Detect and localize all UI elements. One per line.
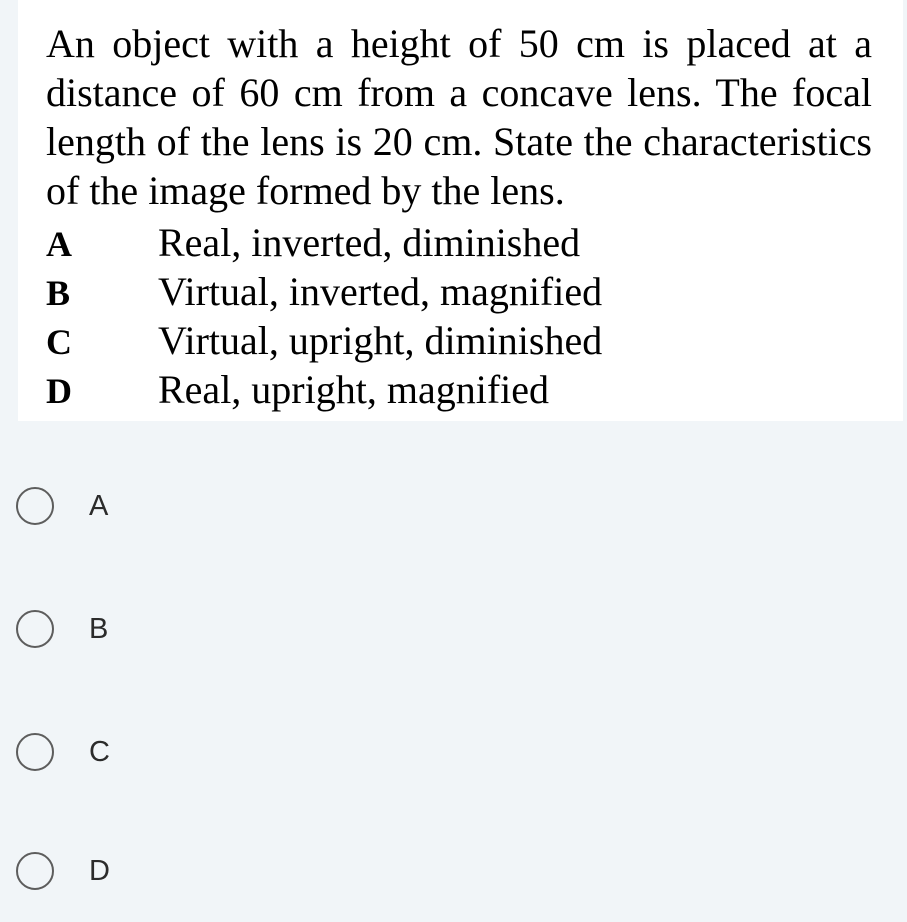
- question-option-a: [46, 218, 602, 267]
- question-text: An object with a height of 50 cm is placed at a distance of 60 cm from a concave lens. The focal length of the lens is 20 cm. State the characteristics of the image formed by the lens.: [46, 21, 872, 213]
- option-letter: B: [46, 273, 71, 313]
- radio-button-b[interactable]: [16, 610, 54, 648]
- radio-button-d[interactable]: [16, 852, 54, 890]
- option-text: Virtual, upright, diminished: [158, 318, 603, 363]
- answer-choice-c[interactable]: [16, 730, 110, 774]
- answer-choice-label: B: [89, 612, 109, 645]
- answer-choice-label: C: [89, 735, 110, 768]
- question-option-d: [46, 365, 602, 414]
- option-letter: A: [46, 224, 72, 264]
- question-option-b: [46, 267, 602, 316]
- option-text: Real, inverted, diminished: [158, 220, 581, 265]
- option-letter: C: [46, 322, 72, 362]
- radio-button-a[interactable]: [16, 487, 54, 525]
- answer-choice-label: D: [89, 854, 110, 887]
- question-option-c: [46, 316, 602, 365]
- answer-choice-a[interactable]: [16, 484, 108, 528]
- radio-button-c[interactable]: [16, 733, 54, 771]
- answer-choice-b[interactable]: [16, 607, 108, 651]
- question-options-list: [46, 218, 602, 414]
- option-text: Virtual, inverted, magnified: [158, 269, 603, 314]
- answer-choice-label: A: [89, 489, 109, 522]
- option-text: Real, upright, magnified: [158, 367, 550, 412]
- question-card: [18, 0, 903, 421]
- option-letter: D: [46, 371, 72, 411]
- answer-choice-d[interactable]: [16, 849, 110, 893]
